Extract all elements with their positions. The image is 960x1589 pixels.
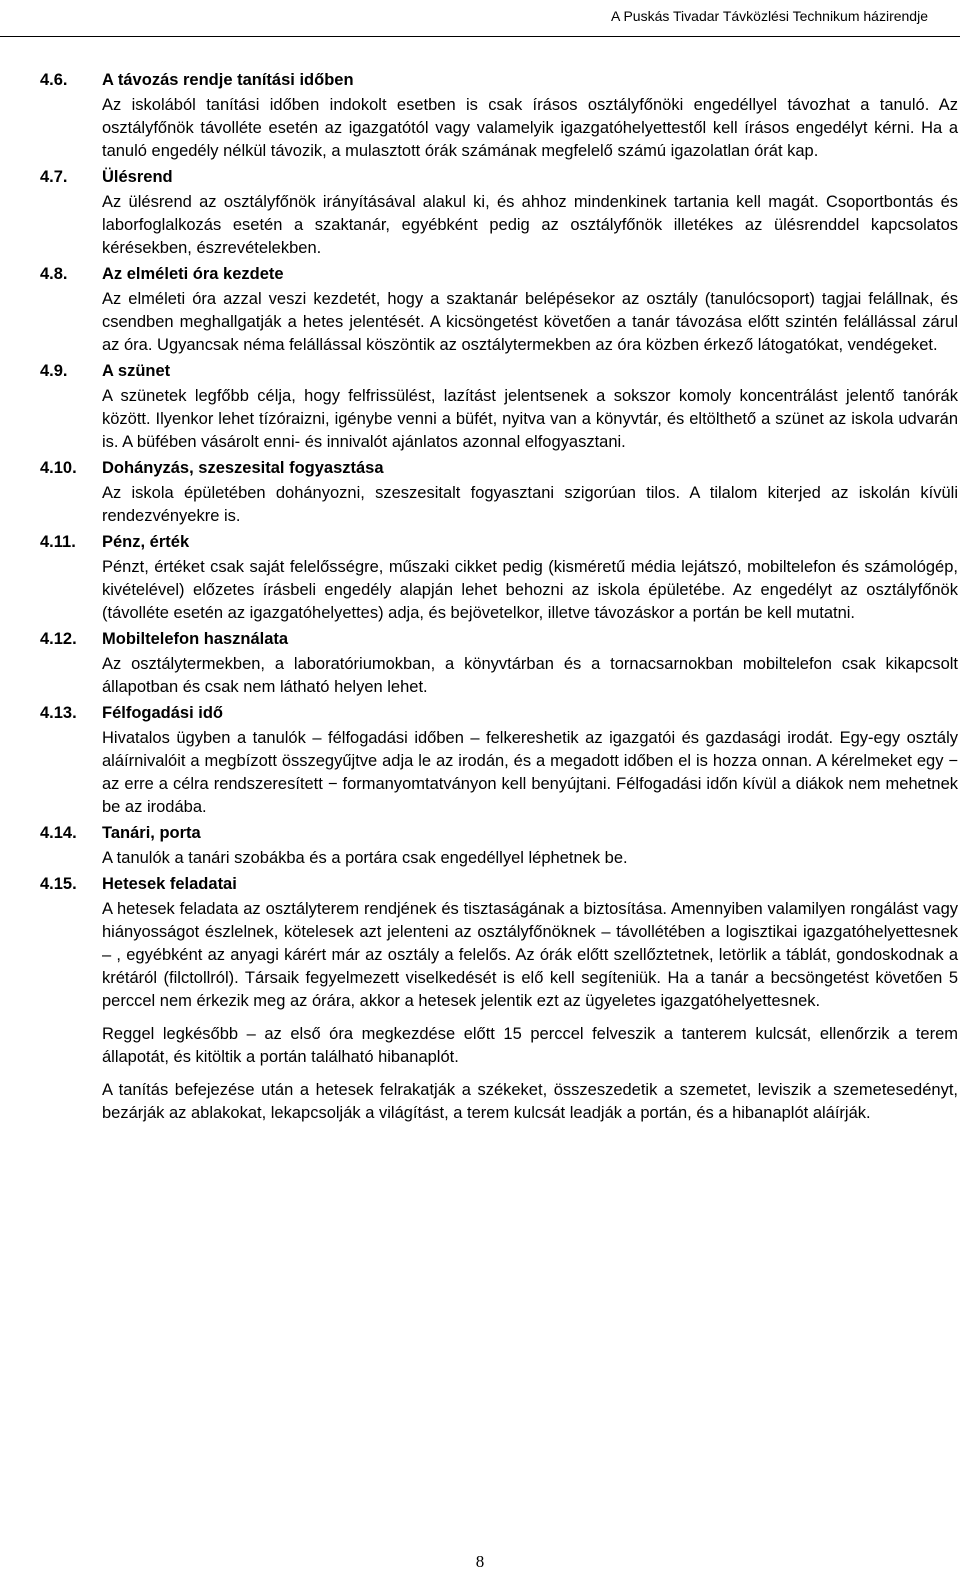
section-title: Hetesek feladatai [102, 875, 237, 893]
section-title: Tanári, porta [102, 824, 201, 842]
section-heading [40, 874, 958, 894]
section-heading [40, 70, 958, 90]
section-paragraph: Az osztálytermekben, a laboratóriumokban, a könyvtárban és a tornacsarnokban mobiltelefon csak kikapcsolt állapotban és csak nem látható helyen lehet. [102, 655, 958, 696]
section-title: A távozás rendje tanítási időben [102, 71, 354, 89]
section-number: 4.8. [40, 265, 68, 283]
section-number: 4.13. [40, 704, 77, 722]
section-title: Az elméleti óra kezdete [102, 265, 284, 283]
section-number: 4.9. [40, 362, 68, 380]
section-paragraph: Az elméleti óra azzal veszi kezdetét, hogy a szaktanár belépésekor az osztály (tanulócsoport) tagjai felállnak, és csendben meghallgatják a hetes jelentését. A kicsöngetést követően a tanár távozása előtt szintén felállással zárul az óra. Ugyancsak néma felállással köszöntik az osztálytermekben az óra közben érkező látogatókat, vendégeket. [102, 290, 958, 354]
section-paragraph: A tanulók a tanári szobákba és a portára csak engedéllyel léphetnek be. [102, 849, 628, 867]
section-number: 4.14. [40, 824, 77, 842]
section-paragraph: Az ülésrend az osztályfőnök irányításával alakul ki, és ahhoz mindenkinek tartania kell magát. Csoportbontás és laborfoglalkozás esetén a szaktanár, egyébként pedig az osztályfőnök illetékes az ülésrenddel kapcsolatos kérésekben, észrevételekben. [102, 193, 958, 257]
section-heading [40, 532, 958, 552]
section-heading [40, 167, 958, 187]
section-paragraph: Reggel legkésőbb – az első óra megkezdése előtt 15 perccel felveszik a tanterem kulcsát, ellenőrzik a terem állapotát, és kitöltik a portán található hibanaplót. [102, 1025, 958, 1066]
section-paragraph: Az iskola épületében dohányozni, szeszesitalt fogyasztani szigorúan tilos. A tilalom kiterjed az iskolán kívüli rendezvényekre is. [102, 484, 958, 525]
section-heading [40, 264, 958, 284]
section-heading [40, 823, 958, 843]
section [40, 264, 958, 357]
section-number: 4.15. [40, 875, 77, 893]
section-title: A szünet [102, 362, 171, 380]
section-title: Mobiltelefon használata [102, 630, 289, 648]
section [40, 532, 958, 625]
section-paragraph: Pénzt, értéket csak saját felelősségre, műszaki cikket pedig (kisméretű média lejátszó, mobiltelefon és számológép, kivételével) előzetes írásbeli engedély alapján lehet behozni az iskola épületébe. Az engedélyt az osztályfőnök (távolléte esetén az igazgatóhelyettes) adja, és bejövetelkor, illetve távozáskor a portán be kell mutatni. [102, 558, 958, 622]
section-number: 4.11. [40, 533, 76, 551]
section-heading [40, 629, 958, 649]
section-number: 4.10. [40, 459, 77, 477]
section-paragraph: A tanítás befejezése után a hetesek felrakatják a székeket, összeszedetik a szemetet, leviszik a szemetesedényt, bezárják az ablakokat, lekapcsolják a világítást, a terem kulcsát leadják a portán, és a hibanaplót aláírják. [102, 1081, 958, 1122]
section [40, 629, 958, 699]
section [40, 361, 958, 454]
section-paragraph: A szünetek legfőbb célja, hogy felfrissülést, lazítást jelentsenek a sokszor komoly koncentrálást jelentő tanórák között. Ilyenkor lehet tízóraizni, igénybe venni a büfét, nyitva van a könyvtár, és eltölthető a szünet az iskola udvarán is. A büfében vásárolt enni- és innivalót ajánlatos azonnal elfogyasztani. [102, 387, 958, 451]
section [40, 458, 958, 528]
section-paragraph: Hivatalos ügyben a tanulók – félfogadási időben – felkereshetik az igazgatói és gazdasági irodát. Egy-egy osztály aláírnivalóit a megbízott összegyűjtve adja le az irodán, és a megadott időben el is hozza onnan. A kérelmeket egy − az erre a célra rendszeresített − formanyomtatványon kell benyújtani. Félfogadási időn kívül a diákok nem mehetnek be az irodába. [102, 729, 958, 816]
running-header [0, 0, 960, 37]
section-title: Dohányzás, szeszesital fogyasztása [102, 459, 384, 477]
page-number: 8 [475, 1552, 485, 1571]
section-paragraph: A hetesek feladata az osztályterem rendjének és tisztaságának a biztosítása. Amennyiben valamilyen rongálást vagy hiányosságot észlelnek, kötelesek azt jelenteni az osztályfőnöknek – távollétében a logisztikai igazgatóhelyettesnek – , egyébként az anyagi kárért már az osztály a felelős. Az órák előtt szellőztetnek, letörlik a táblát, gondoskodnak a krétáról (filctollról). Társaik fegyelmezett viselkedését is elő kell segíteniük. Ha a tanár a becsöngetést követően 5 perccel nem érkezik meg az órára, akkor a hetesek jelentik ezt az ügyeletes igazgatóhelyettesnek. [102, 900, 958, 1010]
section [40, 823, 958, 870]
section-paragraph: Az iskolából tanítási időben indokolt esetben is csak írásos osztályfőnöki engedéllyel távozhat a tanuló. Az osztályfőnök távolléte esetén az igazgatótól vagy valamelyik igazgatóhelyettestől kell írásos engedélyt kérni. Ha a tanuló engedély nélkül távozik, a mulasztott órák számának megfelelő számú igazolatlan órát kap. [102, 96, 958, 160]
section [40, 70, 958, 163]
section-number: 4.12. [40, 630, 77, 648]
section-heading [40, 458, 958, 478]
section-heading [40, 703, 958, 723]
running-header-text: A Puskás Tivadar Távközlési Technikum házirendje [611, 8, 928, 24]
section-number: 4.6. [40, 71, 68, 89]
section [40, 874, 958, 1125]
section-title: Ülésrend [102, 168, 173, 186]
section [40, 703, 958, 819]
section-number: 4.7. [40, 168, 68, 186]
section-title: Félfogadási idő [102, 704, 224, 722]
section [40, 167, 958, 260]
section-title: Pénz, érték [102, 533, 190, 551]
section-heading [40, 361, 958, 381]
document-body [40, 70, 958, 1129]
